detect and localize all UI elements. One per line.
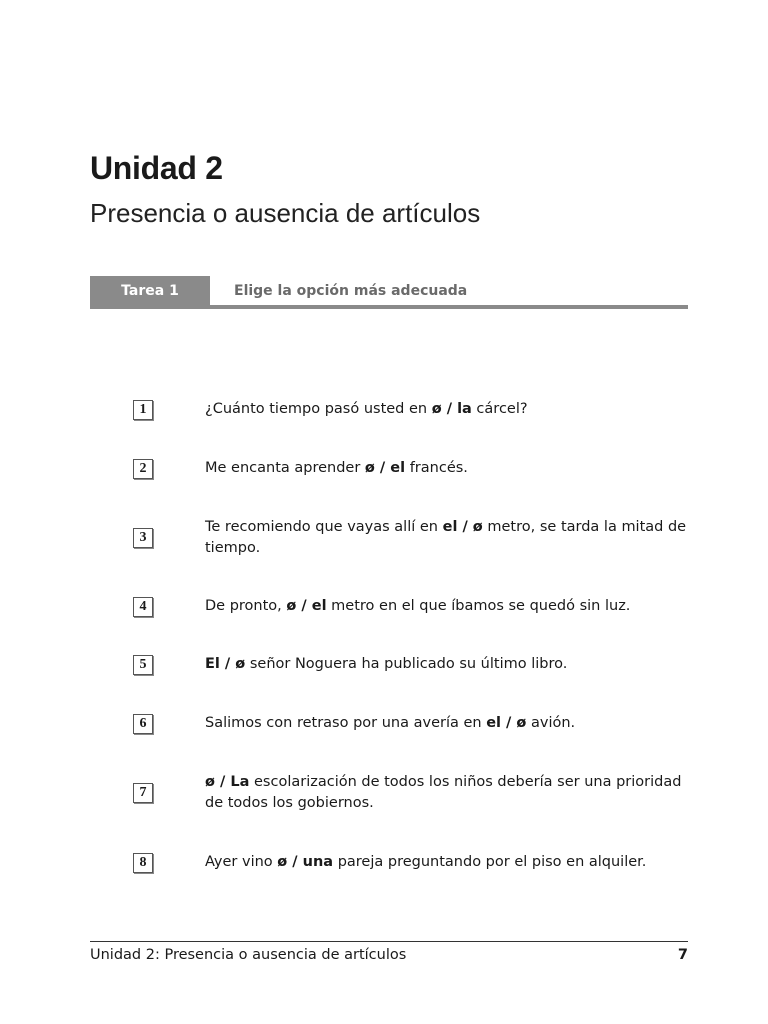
answer-options: el / ø [486, 715, 527, 731]
exercise-number: 6 [133, 714, 153, 734]
sentence-text: pareja preguntando por el piso en alquiler. [333, 854, 647, 870]
task-label: Tarea 1 [90, 276, 210, 306]
exercise-text [205, 399, 688, 420]
exercise-item [133, 399, 688, 420]
sentence-text: señor Noguera ha publicado su último libro. [245, 656, 568, 672]
sentence-text: Te recomiendo que vayas allí en [205, 519, 443, 535]
unit-title: Unidad 2 [90, 150, 223, 186]
exercise-item [133, 596, 688, 617]
exercise-number: 3 [133, 528, 153, 548]
sentence-text: escolarización de todos los niños debería ser una prioridad de todos los gobiernos. [205, 774, 682, 811]
task-header [90, 276, 688, 306]
sentence-text: francés. [405, 460, 468, 476]
exercise-item [133, 852, 688, 873]
exercise-text [205, 458, 688, 479]
exercise-item [133, 772, 688, 814]
sentence-text: Ayer vino [205, 854, 278, 870]
unit-subtitle: Presencia o ausencia de artículos [90, 198, 481, 228]
exercise-number: 1 [133, 400, 153, 420]
exercise-number: 2 [133, 459, 153, 479]
sentence-text: metro, se tarda la mitad de tiempo. [205, 519, 687, 556]
sentence-text: Salimos con retraso por una avería en [205, 715, 487, 731]
exercise-item [133, 713, 688, 734]
exercise-number: 8 [133, 853, 153, 873]
sentence-text: Me encanta aprender [205, 460, 365, 476]
footer-running-title: Unidad 2: Presencia o ausencia de artículos [90, 947, 407, 963]
sentence-text: metro en el que íbamos se quedó sin luz. [326, 598, 631, 614]
exercise-number: 4 [133, 597, 153, 617]
sentence-text: ¿Cuánto tiempo pasó usted en [205, 401, 432, 417]
exercise-text [205, 713, 688, 734]
exercise-text [205, 517, 688, 559]
exercise-item [133, 517, 688, 559]
exercise-item [133, 654, 688, 675]
sentence-text: avión. [526, 715, 576, 731]
answer-options: ø / el [286, 598, 327, 614]
task-instruction: Elige la opción más adecuada [234, 283, 468, 299]
answer-options: ø / la [431, 401, 472, 417]
task-divider [90, 305, 688, 309]
answer-options: el / ø [442, 519, 483, 535]
exercise-text [205, 596, 688, 617]
answer-options: ø / una [277, 854, 334, 870]
page-number: 7 [677, 947, 688, 963]
answer-options: El / ø [205, 656, 246, 672]
exercise-number: 5 [133, 655, 153, 675]
exercise-text [205, 772, 688, 814]
sentence-text: De pronto, [205, 598, 287, 614]
exercise-item [133, 458, 688, 479]
exercise-text [205, 852, 688, 873]
answer-options: ø / La [205, 774, 250, 790]
answer-options: ø / el [364, 460, 406, 476]
footer-divider [90, 941, 688, 942]
exercise-number: 7 [133, 783, 153, 803]
sentence-text: cárcel? [471, 401, 528, 417]
exercise-text [205, 654, 688, 675]
